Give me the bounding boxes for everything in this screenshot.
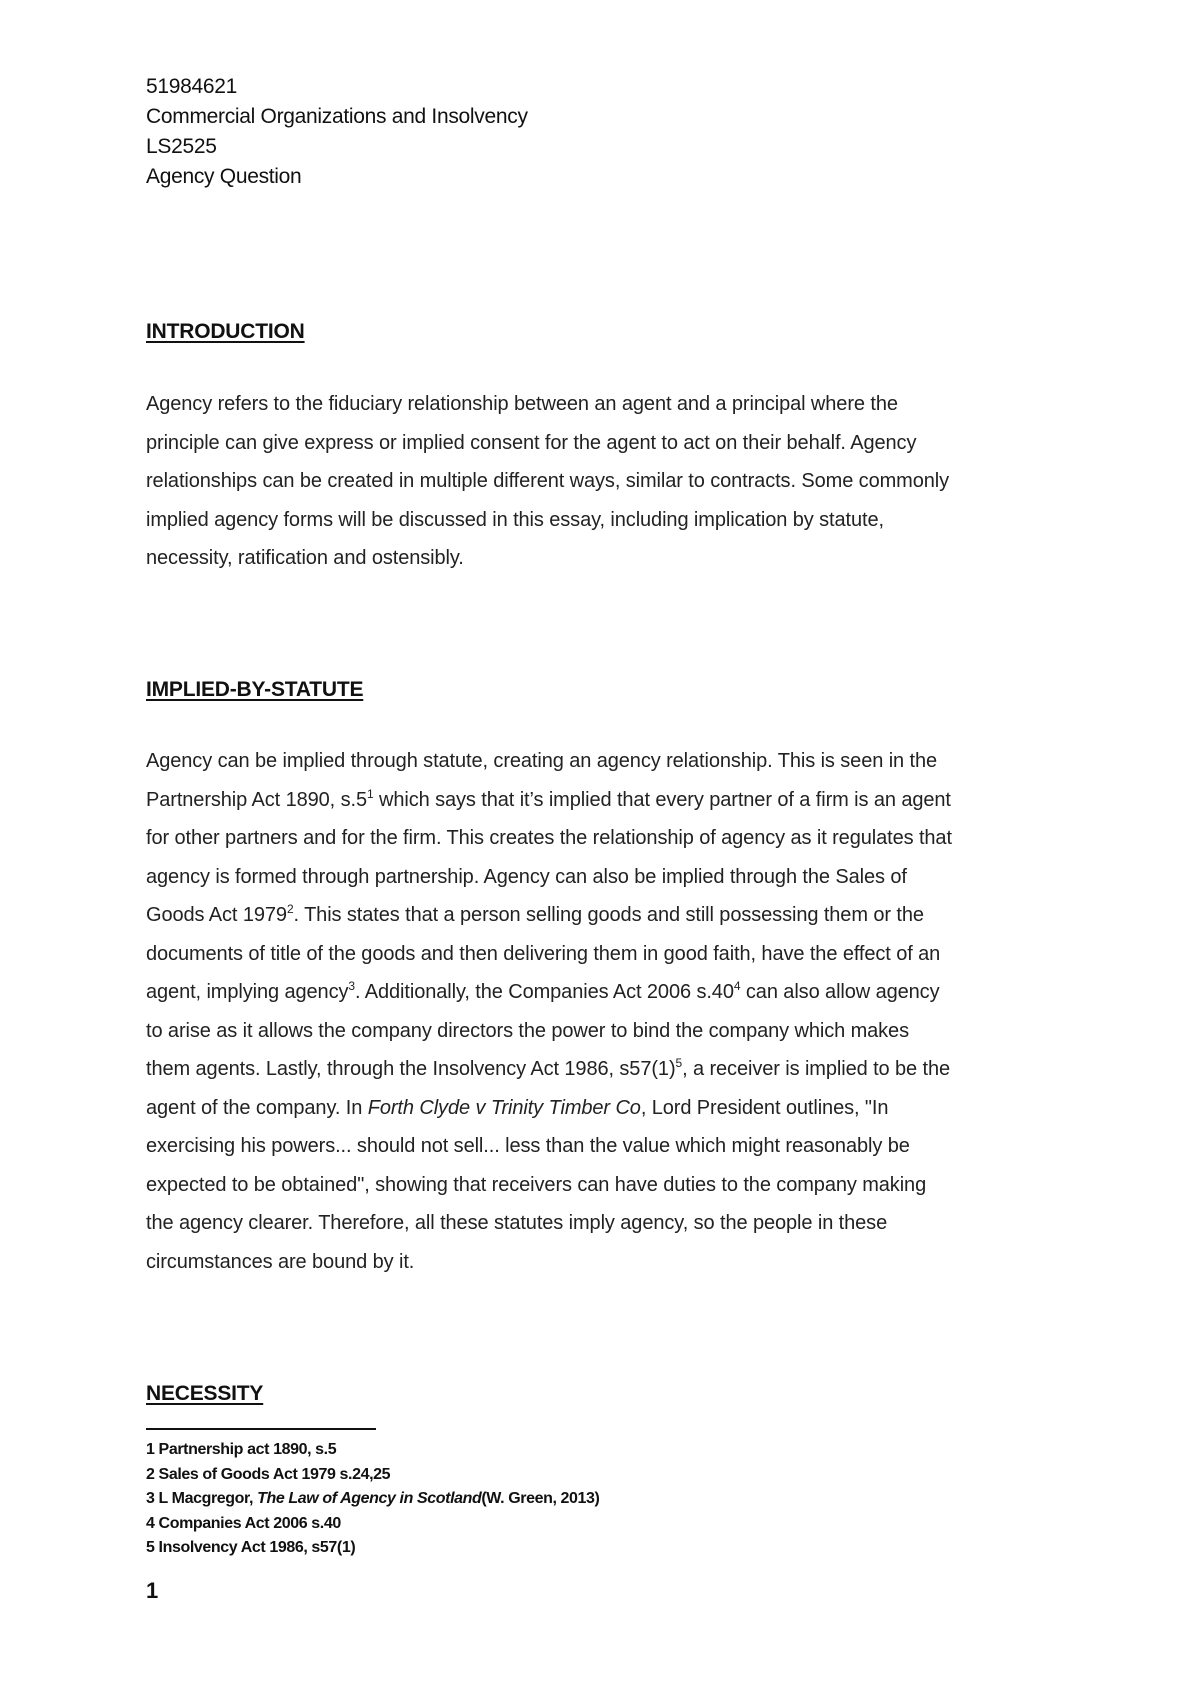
introduction-heading: INTRODUCTION [146,320,305,343]
paragraph-line [146,1050,1076,1089]
paragraph-line [146,1089,1076,1128]
footnote-2: 2 Sales of Goods Act 1979 s.24,25 [146,1465,391,1483]
implied-by-statute-paragraph [146,742,1076,1281]
paragraph-line [146,781,1076,820]
paragraph-line: to arise as it allows the company directors the power to bind the company which makes [146,1019,909,1042]
text-run: , a receiver is implied to be the [682,1058,951,1080]
introduction-paragraph [146,385,1076,578]
text-run: can also allow agency [740,981,940,1003]
document-header [146,72,528,192]
text-run: , Lord President outlines, "In [640,1096,889,1119]
page-number: 1 [146,1578,159,1603]
paragraph-line: circumstances are bound by it. [146,1250,415,1273]
student-id: 51984621 [146,75,238,98]
footnote-ref-1[interactable]: 1 [366,786,374,801]
implied-by-statute-heading: IMPLIED-BY-STATUTE [146,678,364,701]
footnote-ref-4[interactable]: 4 [733,979,741,993]
module-code: LS2525 [146,135,217,158]
assignment-title: Agency Question [146,165,302,188]
case-name: Forth Clyde v Trinity Timber Co [367,1096,641,1119]
paragraph-line: principle can give express or implied consent for the agent to act on their behalf. Agency [146,431,917,454]
footnote-ref-2[interactable]: 2 [286,902,294,916]
text-run: which says that it’s implied that every partner of a firm is an agent [373,788,951,811]
paragraph-line [146,896,1076,935]
paragraph-line: necessity, ratification and ostensibly. [146,547,464,569]
paragraph-line: relationships can be created in multiple different ways, similar to contracts. Some commonly [146,470,950,492]
paragraph-line [146,973,1076,1012]
footnote-separator [146,1428,376,1430]
paragraph-line: agency is formed through partnership. Agency can also be implied through the Sales of [146,865,907,888]
footnote-1: 1 Partnership act 1890, s.5 [146,1441,337,1458]
paragraph-line: Agency refers to the fiduciary relationship between an agent and a principal where the [146,393,898,415]
footnote-4: 4 Companies Act 2006 s.40 [146,1514,341,1532]
footnotes [146,1438,599,1561]
module-title: Commercial Organizations and Insolvency [146,105,528,128]
footnote-3 [146,1487,599,1512]
text-run: . This states that a person selling goods and still possessing them or the [293,904,924,926]
necessity-heading: NECESSITY [146,1382,264,1405]
paragraph-line: exercising his powers... should not sell... less than the value which might reasonably be [146,1135,910,1157]
text-run: 3 L Macgregor, [146,1490,258,1507]
paragraph-line: documents of title of the goods and then delivering them in good faith, have the effect of an [146,942,941,965]
text-run: agent of the company. In [146,1096,368,1119]
paragraph-line: Agency can be implied through statute, creating an agency relationship. This is seen in the [146,750,938,772]
footnote-5: 5 Insolvency Act 1986, s57(1) [146,1539,356,1556]
paragraph-line: expected to be obtained", showing that receivers can have duties to the company making [146,1173,927,1196]
text-run: them agents. Lastly, through the Insolvency Act 1986, s57(1) [146,1058,676,1080]
paragraph-line: for other partners and for the firm. This creates the relationship of agency as it regulates that [146,827,952,849]
text-run: Partnership Act 1890, s.5 [146,788,367,811]
footnote-ref-3[interactable]: 3 [348,979,355,993]
text-run: agent, implying agency [146,981,349,1003]
text-run: Goods Act 1979 [146,904,287,926]
text-run: . Additionally, the Companies Act 2006 s.40 [354,981,734,1003]
paragraph-line: the agency clearer. Therefore, all these statutes imply agency, so the people in these [146,1212,888,1234]
footnote-ref-5[interactable]: 5 [675,1056,683,1070]
text-run: (W. Green, 2013) [481,1490,600,1507]
book-title: The Law of Agency in Scotland [257,1490,482,1507]
paragraph-line: implied agency forms will be discussed in this essay, including implication by statute, [146,508,884,531]
